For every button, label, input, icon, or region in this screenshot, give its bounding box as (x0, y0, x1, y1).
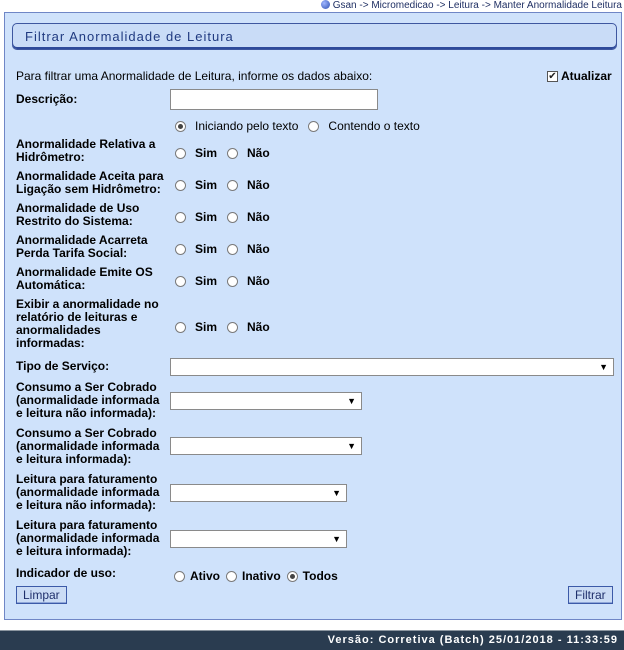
label-line: (anormalidade informada (16, 439, 160, 453)
sim-radio[interactable] (175, 148, 186, 159)
nao-radio[interactable] (227, 276, 238, 287)
aceita-ligacao-options (175, 178, 280, 192)
indicador-uso-options (174, 569, 348, 583)
sim-label: Sim (195, 274, 218, 288)
nao-label: Não (247, 178, 270, 192)
label-line: Consumo a Ser Cobrado (16, 380, 157, 394)
sim-label: Sim (195, 242, 218, 256)
dropdown-arrow-icon: ▼ (347, 441, 356, 451)
label-line: Automática: (16, 278, 86, 292)
label-line: relatório de leituras e (16, 310, 138, 324)
label-line: Anormalidade Aceita para (16, 169, 164, 183)
label-line: Restrito do Sistema: (16, 214, 133, 228)
inativo-label: Inativo (242, 569, 281, 583)
version-text: Versão: Corretiva (Batch) 25/01/2018 - 11:33:59 (327, 634, 618, 646)
atualizar-label: Atualizar (561, 69, 612, 83)
filtrar-button[interactable]: Filtrar (568, 586, 613, 604)
indicador-uso-label: Indicador de uso: (16, 566, 117, 580)
consumo-informada-select[interactable] (170, 437, 362, 455)
breadcrumb-text: Gsan -> Micromedicao -> Leitura -> Manter Anormalidade Leitura (332, 0, 622, 11)
label-line: Leitura para faturamento (16, 518, 158, 532)
nao-radio[interactable] (227, 244, 238, 255)
label-line: Anormalidade Acarreta (16, 233, 148, 247)
sim-label: Sim (195, 210, 218, 224)
breadcrumb (321, 0, 622, 11)
page-title: Filtrar Anormalidade de Leitura (12, 23, 617, 50)
inativo-radio[interactable] (226, 571, 237, 582)
sim-radio[interactable] (175, 244, 186, 255)
uso-restrito-options (175, 210, 280, 224)
label-line: (anormalidade informada (16, 531, 160, 545)
sim-label: Sim (195, 320, 218, 334)
consumo-nao-informada-select[interactable] (170, 392, 362, 410)
nao-radio[interactable] (227, 180, 238, 191)
label-line: anormalidades (16, 323, 101, 337)
label-line: e leitura informada): (16, 544, 132, 558)
nao-radio[interactable] (227, 322, 238, 333)
todos-radio[interactable] (287, 571, 298, 582)
perda-tarifa-label (16, 234, 148, 260)
exibir-relatorio-label (16, 298, 159, 350)
iniciando-radio[interactable] (175, 121, 186, 132)
nao-label: Não (247, 242, 270, 256)
nao-radio[interactable] (227, 148, 238, 159)
todos-label: Todos (302, 569, 338, 583)
label-line: Anormalidade Relativa a (16, 137, 156, 151)
tipo-servico-label: Tipo de Serviço: (16, 359, 110, 373)
label-line: (anormalidade informada (16, 393, 160, 407)
label-line: e leitura não informada): (16, 406, 157, 420)
label-line: Ligação sem Hidrômetro: (16, 182, 161, 196)
sim-radio[interactable] (175, 322, 186, 333)
emite-os-options (175, 274, 280, 288)
nao-radio[interactable] (227, 212, 238, 223)
leitura-informada-select[interactable] (170, 530, 347, 548)
relativa-hidrometro-label (16, 138, 155, 164)
label-line: Leitura para faturamento (16, 472, 158, 486)
emite-os-label (16, 266, 153, 292)
ativo-radio[interactable] (174, 571, 185, 582)
globe-icon (321, 0, 330, 9)
perda-tarifa-options (175, 242, 280, 256)
sim-label: Sim (195, 146, 218, 160)
exibir-relatorio-options (175, 320, 280, 334)
dropdown-arrow-icon: ▼ (332, 534, 341, 544)
atualizar-option[interactable] (547, 69, 612, 83)
leitura-informada-label (16, 519, 159, 558)
tipo-servico-select[interactable] (170, 358, 614, 376)
instructions-text: Para filtrar uma Anormalidade de Leitura, informe os dados abaixo: (16, 69, 373, 83)
label-line: Perda Tarifa Social: (16, 246, 128, 260)
sim-radio[interactable] (175, 180, 186, 191)
label-line: Consumo a Ser Cobrado (16, 426, 157, 440)
nao-label: Não (247, 274, 270, 288)
atualizar-checkbox[interactable]: ✔ (548, 70, 557, 82)
dropdown-arrow-icon: ▼ (599, 362, 608, 372)
leitura-nao-informada-label (16, 473, 159, 512)
label-line: (anormalidade informada (16, 485, 160, 499)
footer-bar (0, 630, 624, 650)
iniciando-label: Iniciando pelo texto (195, 119, 299, 133)
label-line: e leitura informada): (16, 452, 132, 466)
label-line: Anormalidade de Uso (16, 201, 140, 215)
consumo-informada-label (16, 427, 159, 466)
label-line: Exibir a anormalidade no (16, 297, 159, 311)
sim-radio[interactable] (175, 276, 186, 287)
uso-restrito-label (16, 202, 139, 228)
aceita-ligacao-label (16, 170, 164, 196)
label-line: e leitura não informada): (16, 498, 157, 512)
sim-label: Sim (195, 178, 218, 192)
leitura-nao-informada-select[interactable] (170, 484, 347, 502)
dropdown-arrow-icon: ▼ (332, 488, 341, 498)
label-line: Anormalidade Emite OS (16, 265, 153, 279)
dropdown-arrow-icon: ▼ (347, 396, 356, 406)
sim-radio[interactable] (175, 212, 186, 223)
descricao-input[interactable] (170, 89, 378, 110)
label-line: informadas: (16, 336, 85, 350)
nao-label: Não (247, 320, 270, 334)
consumo-nao-informada-label (16, 381, 159, 420)
limpar-button[interactable]: Limpar (16, 586, 67, 604)
nao-label: Não (247, 146, 270, 160)
nao-label: Não (247, 210, 270, 224)
contendo-radio[interactable] (308, 121, 319, 132)
relativa-hidrometro-options (175, 146, 280, 160)
filter-panel (4, 12, 622, 620)
descricao-match-group (175, 119, 430, 133)
label-line: Hidrômetro: (16, 150, 85, 164)
contendo-label: Contendo o texto (328, 119, 420, 133)
descricao-label: Descrição: (16, 92, 78, 106)
ativo-label: Ativo (190, 569, 220, 583)
